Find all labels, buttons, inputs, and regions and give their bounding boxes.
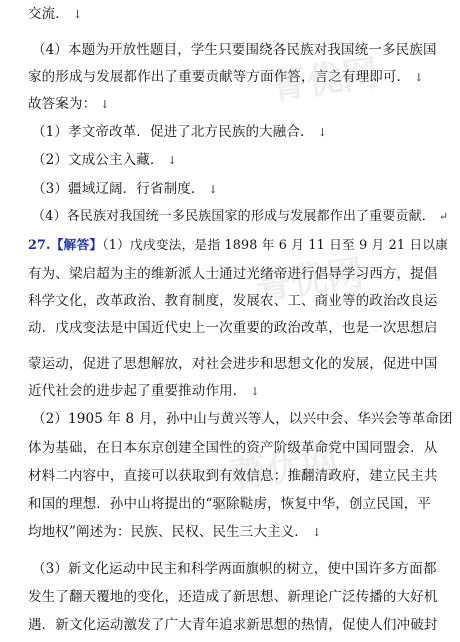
line-text: 故答案为：: [28, 96, 97, 112]
text-line: [28, 96, 110, 113]
text-line: [28, 266, 438, 282]
text-line: [32, 561, 437, 577]
line-text: 交流．: [28, 6, 69, 22]
line-text: 遇．新文化运动激发了广大青年追求新思想的热情，促使人们冲破封: [28, 617, 438, 633]
line-text: （2）1905 年 8 月，孙中山与黄兴等人，以兴中会、华兴会等革命团: [32, 411, 453, 427]
line-text: 科学文化，改革政治、教育制度，发展农、工、商业等的政治改良运: [28, 293, 438, 309]
line-text: 蒙运动，促进了思想解放，对社会进步和思想文化的发展，促进中国: [28, 356, 438, 372]
paragraph-mark: ↓: [208, 183, 218, 196]
text-line: [32, 152, 177, 169]
line-text: （4）各民族对我国统一多民族国家的形成与发展都作出了重要贡献．: [32, 209, 435, 224]
question-number: 27.: [28, 238, 51, 253]
paragraph-mark: ↓: [100, 98, 110, 111]
paragraph-mark: ↓: [167, 154, 177, 167]
line-text: 近代社会的进步起了重要推动作用．: [28, 383, 247, 399]
line-text: 发生了翻天覆地的变化，还造成了新思想、新理论广泛传播的大好机: [28, 589, 438, 605]
paragraph-mark: ↓: [312, 526, 322, 539]
line-text: 动．戊戌变法是中国近代史上一次重要的政治改革，也是一次思想启: [28, 320, 438, 336]
answer-tag: 【解答】: [50, 238, 103, 253]
line-text: （1）孝文帝改革．促进了北方民族的大融合．: [32, 124, 314, 140]
text-line: [32, 42, 437, 58]
text-line: [32, 181, 218, 198]
line-text: 家的形成与发展都作出了重要贡献等方面作答，言之有理即可．: [28, 69, 411, 85]
text-line: [28, 524, 321, 541]
text-line: [28, 496, 431, 512]
line-text: （2）文成公主入藏．: [32, 152, 164, 168]
text-line: [32, 124, 327, 141]
line-text: （1）戊戌变法，是指 1898 年 6 月 11 日至 9 月 21 日以康: [102, 238, 449, 253]
text-line: [28, 617, 438, 633]
text-line: [28, 383, 260, 400]
text-line: [28, 69, 424, 86]
line-text: 材料二内容中，直接可以获取到有效信息：推翻清政府，建立民主共: [28, 468, 438, 484]
paragraph-mark: ↓: [72, 8, 83, 21]
line-text: 体为基础，在日本东京创建全国性的资产阶级革命党中国同盟会．从: [28, 440, 438, 456]
text-line: [28, 440, 438, 456]
text-line: [28, 238, 448, 254]
paragraph-mark: ↓: [250, 385, 260, 398]
line-text: 有为、梁启超为主的维新派人士通过光绪帝进行倡导学习西方，提倡: [28, 266, 438, 282]
text-line: [28, 356, 438, 372]
paragraph-mark: ↓: [414, 71, 424, 84]
line-text: 均地权”阐述为：民族、民权、民生三大主义．: [28, 524, 309, 540]
line-text: （4）本题为开放性题目，学生只要围绕各民族对我国统一多民族国: [32, 42, 437, 58]
text-line: [28, 293, 438, 309]
text-line: [28, 468, 438, 484]
watermark: 菁优网: [253, 252, 366, 309]
line-text: （3）疆域辽阔．行省制度．: [32, 181, 205, 197]
text-line: [32, 209, 448, 225]
paragraph-mark: ↓: [317, 126, 328, 139]
text-line: [28, 589, 438, 605]
paragraph-mark: ↵: [438, 210, 449, 223]
text-line: [28, 6, 82, 23]
line-text: （3）新文化运动中民主和科学两面旗帜的树立，使中国许多方面都: [32, 561, 437, 577]
text-line: [32, 411, 453, 427]
watermark: 菁优网: [268, 52, 381, 109]
line-text: 和国的理想．孙中山将提出的“驱除鞑虏，恢复中华，创立民国，平: [28, 496, 431, 512]
text-line: [28, 320, 438, 336]
watermark: 菁优网: [228, 440, 341, 497]
